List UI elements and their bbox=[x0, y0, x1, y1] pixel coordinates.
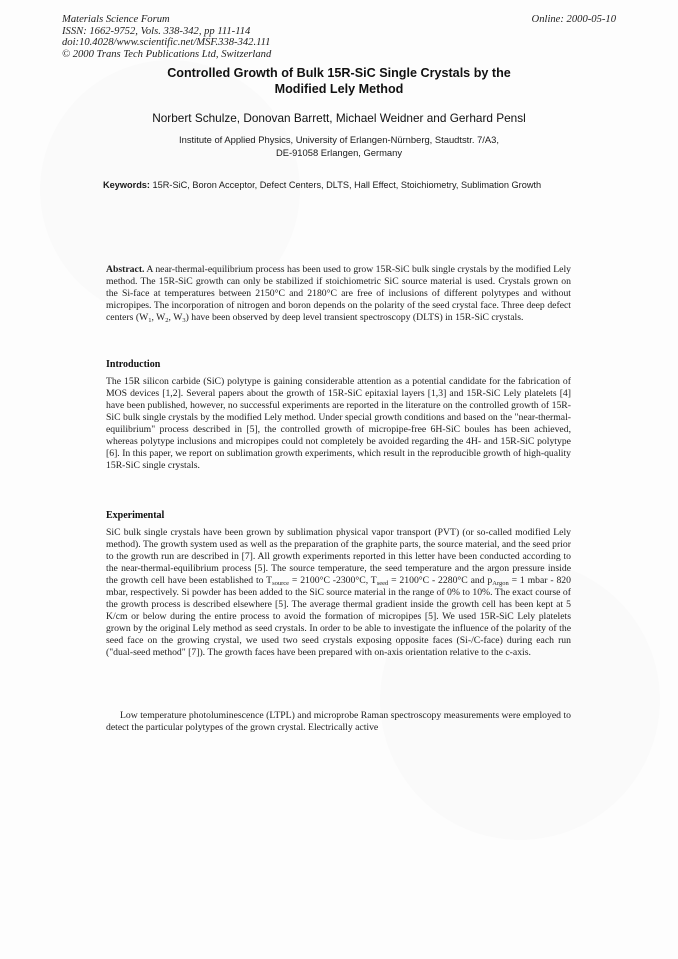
paper-title bbox=[100, 66, 578, 97]
experimental-text-cont: = 1 mbar - 820 mbar, respectively. Si powder has been added to the SiC source material in the range of 0% to 10%. The exact course of the growth process is described elsewhere [5]. The average thermal gradient inside the growth cell has been kept at 5 K/cm or below during the entire process to avoid the formation of micropipes [5]. We used 15R-SiC Lely platelets grown by the original Lely method as seed crystals. In order to be able to investigate the influence of the polarity of the seed face on the growing crystal, we used two seed crystals exposing opposite faces (Si-/C-face) during each run ("dual-seed method" [7]). The growth faces have been prepared with on-axis orientation relative to the c-axis. bbox=[106, 574, 571, 658]
subscript-seed: seed bbox=[376, 579, 389, 587]
author-list: Norbert Schulze, Donovan Barrett, Michael Weidner and Gerhard Pensl bbox=[152, 111, 526, 125]
experimental-paragraph-2: Low temperature photoluminescence (LTPL) and microprobe Raman spectroscopy measurements were employed to detect the particular polytypes of the grown crystal. Electrically active bbox=[106, 710, 571, 733]
subscript-w3: 3 bbox=[182, 316, 186, 324]
keywords-text: 15R-SiC, Boron Acceptor, Defect Centers, DLTS, Hall Effect, Stoichiometry, Sublimation Growth bbox=[152, 180, 542, 190]
abstract-separator: , W bbox=[151, 311, 166, 323]
section-heading-experimental: Experimental bbox=[106, 510, 165, 521]
abstract-text: A near-thermal-equilibrium process has been used to grow 15R-SiC bulk single crystals by the modified Lely method. The 15R-SiC growth can only be stabilized if stoichiometric SiC source material is used. Crystals grown on the Si-face at temperatures between 2150°C and 2180°C are free of inclusions of different polytypes and without micropipes. The incorporation of nitrogen and boron depends on the polarity of the seed crystal face. Three deep defect centers (W bbox=[106, 264, 571, 323]
subscript-source: source bbox=[272, 579, 290, 587]
online-date: Online: 2000-05-10 bbox=[531, 14, 616, 25]
publication-meta bbox=[62, 14, 271, 60]
subscript-w1: 1 bbox=[148, 316, 152, 324]
keywords-label: Keywords: bbox=[103, 180, 150, 190]
abstract-text-end: ) have been observed by deep level transient spectroscopy (DLTS) in 15R-SiC crystals. bbox=[185, 311, 524, 323]
title-line-1: Controlled Growth of Bulk 15R-SiC Single Crystals by the bbox=[167, 66, 511, 80]
title-line-2: Modified Lely Method bbox=[274, 81, 404, 96]
affiliation-line-1: Institute of Applied Physics, University of Erlangen-Nürnberg, Staudtstr. 7/A3, bbox=[179, 134, 499, 145]
keywords bbox=[103, 179, 573, 191]
subscript-w2: 2 bbox=[165, 316, 169, 324]
abstract-separator: , W bbox=[168, 311, 183, 323]
introduction-paragraph: The 15R silicon carbide (SiC) polytype is gaining considerable attention as a potential candidate for the fabrication of MOS devices [1,2]. Several papers about the growth of 15R-SiC epitaxial layers [1,3] and 15R-SiC Lely platelets [4] have been published, however, no successful experiments are reported in the literature on the controlled growth of 15R-SiC bulk single crystals by the modified Lely method. Under special growth conditions and based on the "near-thermal-equilibrium" process described in [5], the controlled growth of micropipe-free 6H-SiC boules has been achieved, whereas polytype inclusions and micropipes could not completely be avoided regarding the 4H- and 15R-SiC polytype [6]. In this paper, we report on sublimation growth experiments, which result in the reproducible growth of high-quality 15R-SiC single crystals. bbox=[106, 376, 571, 471]
journal-name: Materials Science Forum bbox=[62, 14, 170, 25]
section-heading-introduction: Introduction bbox=[106, 359, 161, 370]
affiliation bbox=[80, 134, 598, 159]
abstract-label: Abstract. bbox=[106, 264, 145, 275]
source-range: = 2100°C -2300°C, T bbox=[289, 574, 377, 586]
experimental-paragraph bbox=[106, 527, 571, 658]
subscript-argon: Argon bbox=[492, 579, 509, 587]
copyright-line: © 2000 Trans Tech Publications Ltd, Switzerland bbox=[62, 48, 272, 60]
affiliation-line-2: DE-91058 Erlangen, Germany bbox=[275, 146, 403, 158]
issn-line: ISSN: 1662-9752, Vols. 338-342, pp 111-114 bbox=[62, 25, 251, 37]
seed-range: = 2100°C - 2280°C and p bbox=[388, 574, 493, 586]
experimental-text: SiC bulk single crystals have been grown by sublimation physical vapor transport (PVT) (or so-called modified Lely method). The growth system used as well as the preparation of the graphite parts, the source material, and the seed prior to the growth run are described in [7]. All growth experiments reported in this letter have been conducted according to the near-thermal-equilibrium process [5]. The source temperature, the seed temperature and the argon pressure inside the growth cell have been established to T bbox=[106, 527, 571, 586]
doi-line: doi:10.4028/www.scientific.net/MSF.338-342.111 bbox=[62, 37, 271, 49]
abstract-paragraph bbox=[106, 264, 571, 324]
